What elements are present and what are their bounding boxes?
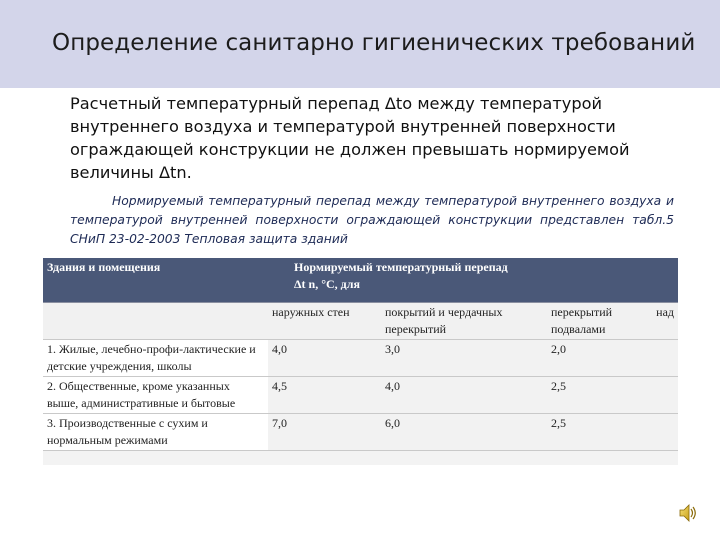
row-roofs-value: 6,0 xyxy=(381,414,547,451)
note-part1: Нормируемый температурный перепад между температурой внутреннего воздуха и температурой внутренней поверхности ограждающей конструкции представлен xyxy=(70,194,674,227)
empty-cell xyxy=(547,451,678,466)
row-walls-value: 7,0 xyxy=(268,414,381,451)
paragraph-end: . xyxy=(186,163,192,182)
row-walls-value: 4,0 xyxy=(268,340,381,377)
empty-cell xyxy=(43,451,268,466)
table-row xyxy=(43,340,678,377)
table-empty-row xyxy=(43,451,678,466)
subheader-blank xyxy=(43,303,268,340)
header-norm-difference xyxy=(268,258,678,303)
speaker-icon[interactable] xyxy=(678,502,698,524)
row-walls-value: 4,5 xyxy=(268,377,381,414)
header-norm-line1: Нормируемый температурный перепад xyxy=(294,260,508,274)
slide-title: Определение санитарно гигиенических требований xyxy=(52,30,696,56)
table-row xyxy=(43,414,678,451)
note-part2: Тепловая защита зданий xyxy=(180,232,348,246)
row-building-name: 3. Производственные с сухим и нормальным режимами xyxy=(43,414,268,451)
row-building-name: 1. Жилые, лечебно-профи-лактические и детские учреждения, школы xyxy=(43,340,268,377)
note-reference-link[interactable]: табл.5 СНиП 23-02-2003 xyxy=(70,213,674,246)
paragraph-part1: Расчетный температурный перепад xyxy=(70,94,385,113)
row-roofs-value: 4,0 xyxy=(381,377,547,414)
row-roofs-value: 3,0 xyxy=(381,340,547,377)
row-floors-value: 2,0 xyxy=(547,340,678,377)
paragraph-part2: между температурой внутреннего воздуха и температурой внутренней поверхности ограждающей конструкции не должен превышать нормируемой величины xyxy=(70,94,630,182)
norms-table xyxy=(43,258,678,465)
table-row xyxy=(43,377,678,414)
header-buildings: Здания и помещения xyxy=(43,258,268,303)
row-floors-value: 2,5 xyxy=(547,377,678,414)
subheader-walls: наружных стен xyxy=(268,303,381,340)
header-norm-line2: Δt n, °С, для xyxy=(294,277,360,291)
empty-cell xyxy=(268,451,381,466)
empty-cell xyxy=(381,451,547,466)
delta-tn-symbol: Δtn xyxy=(158,163,187,182)
subheader-floors: перекрытий над подвалами xyxy=(547,303,678,340)
table-subheader-row xyxy=(43,303,678,340)
norm-note xyxy=(70,192,674,249)
delta-to-symbol: Δto xyxy=(384,94,413,113)
row-floors-value: 2,5 xyxy=(547,414,678,451)
main-paragraph xyxy=(70,92,690,184)
subheader-roofs: покрытий и чердачных перекрытий xyxy=(381,303,547,340)
table-header-row xyxy=(43,258,678,303)
row-building-name: 2. Общественные, кроме указанных выше, административные и бытовые xyxy=(43,377,268,414)
